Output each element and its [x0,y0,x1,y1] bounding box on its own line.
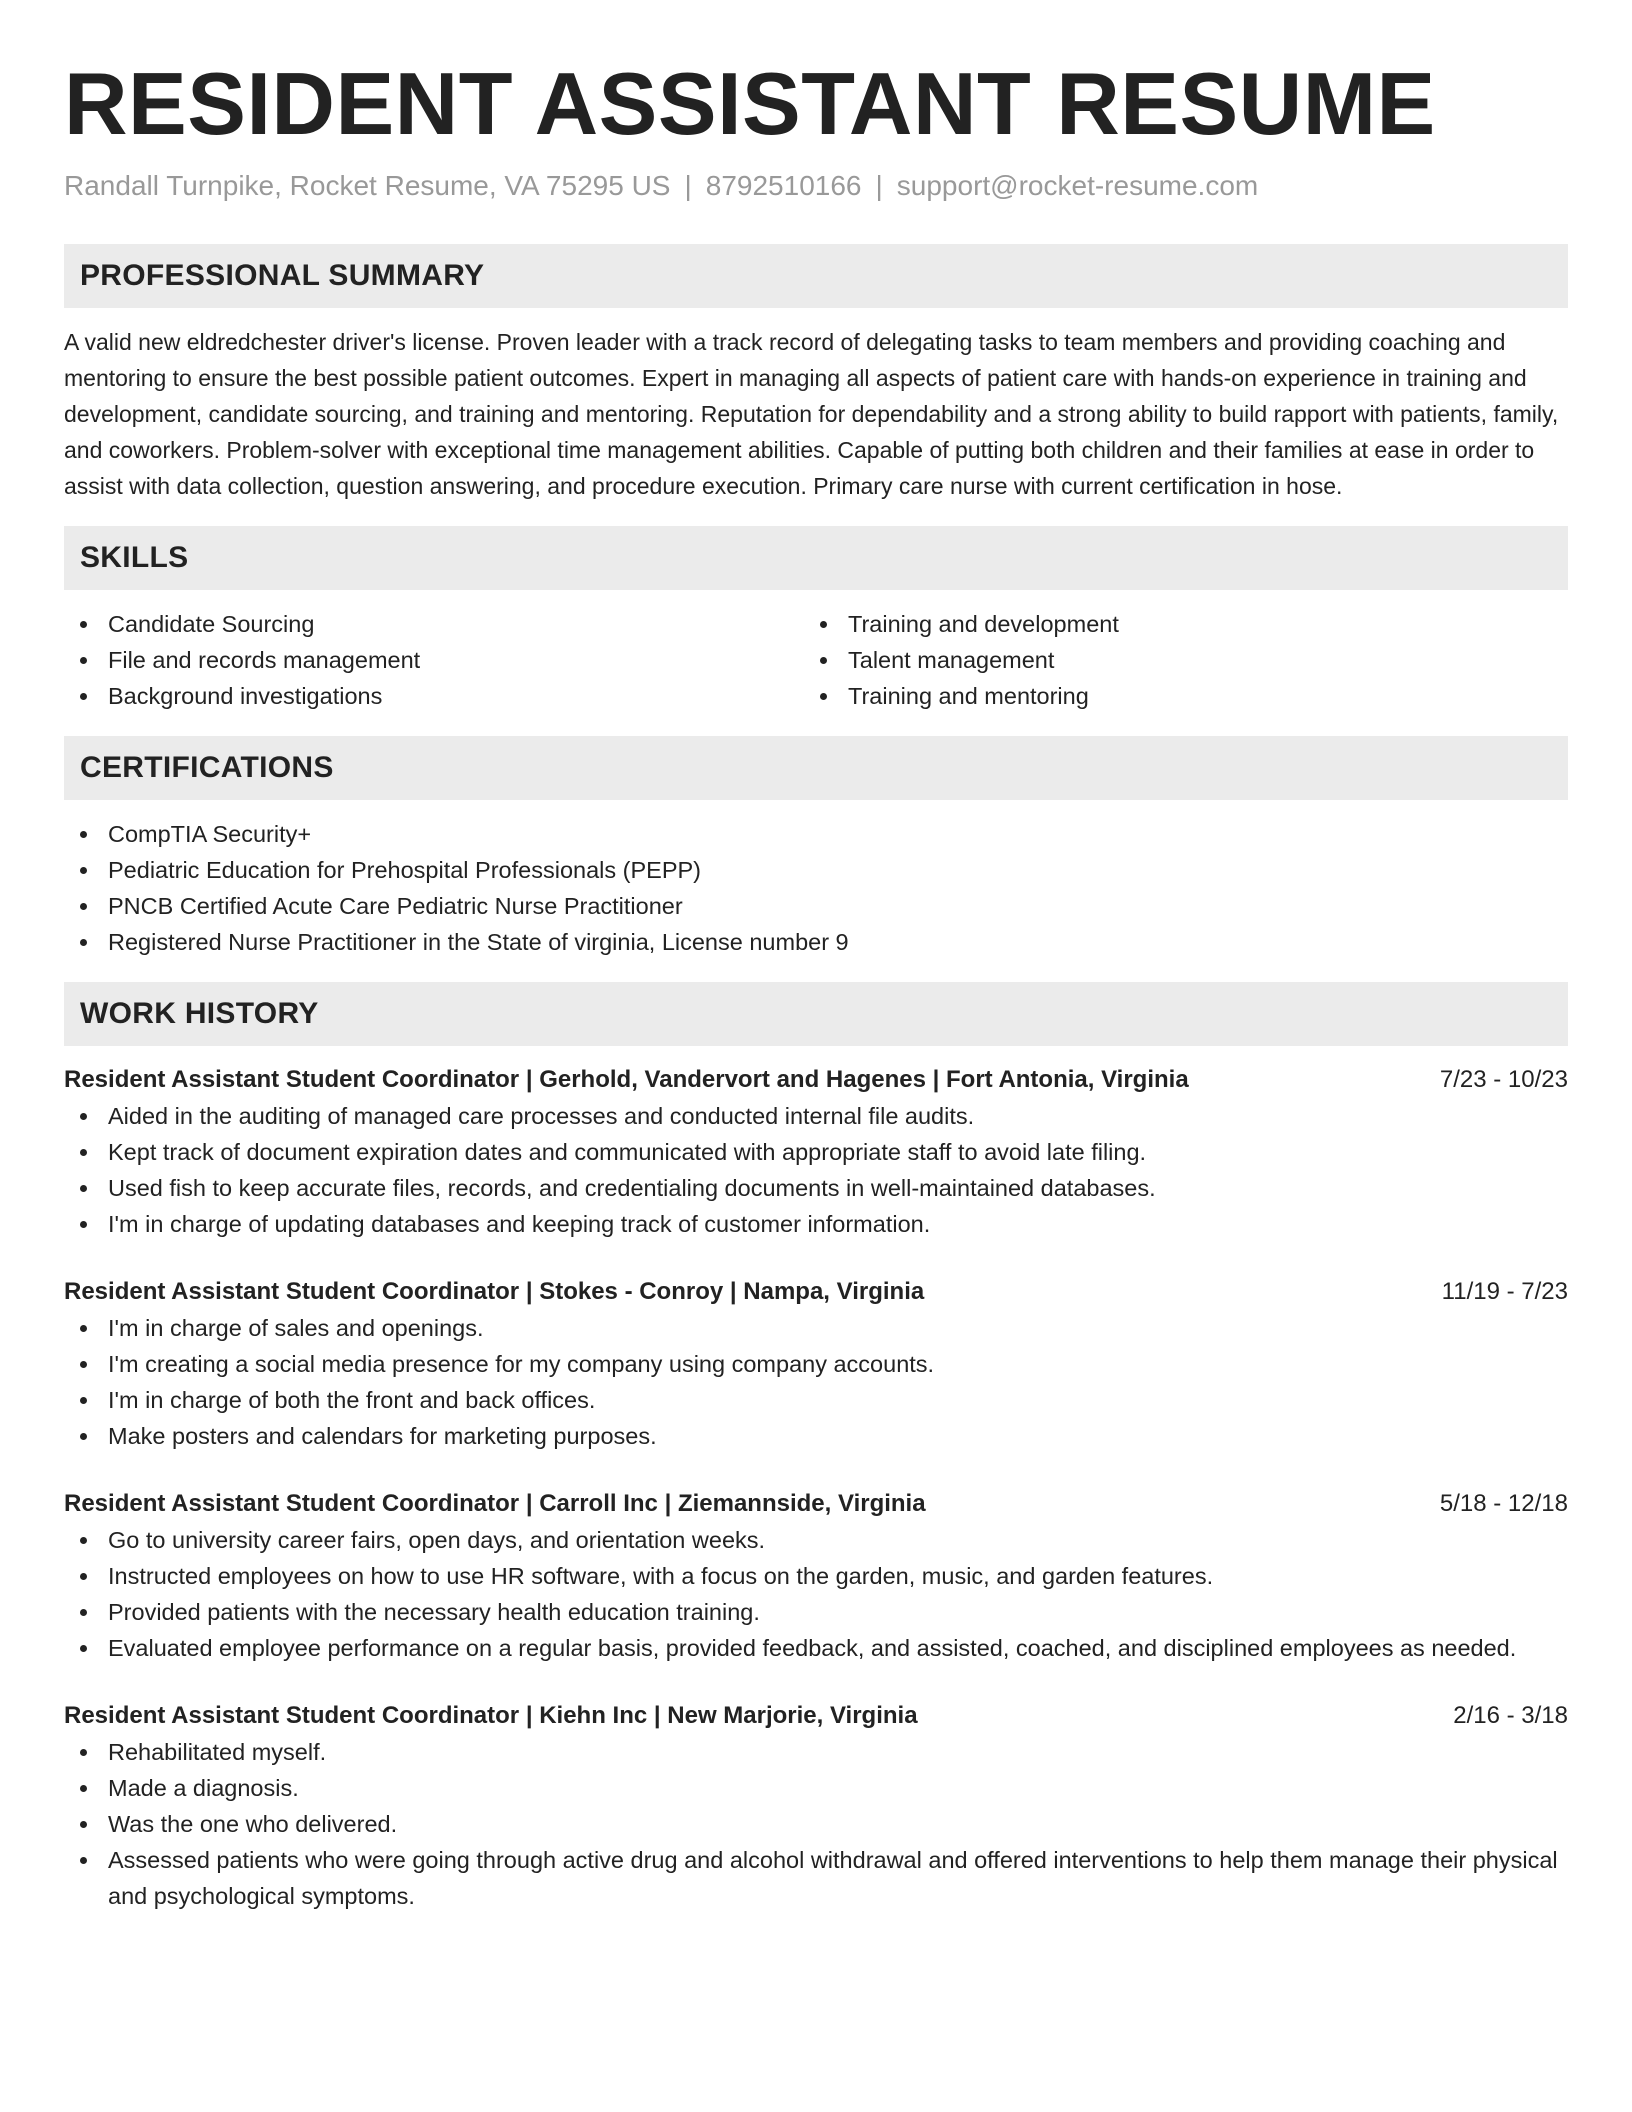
skill-item: Candidate Sourcing [64,606,804,642]
certification-item: Pediatric Education for Prehospital Professionals (PEPP) [64,852,1568,888]
job-bullet: Rehabilitated myself. [64,1734,1568,1770]
skill-item: File and records management [64,642,804,678]
job-header [64,1274,1568,1310]
certification-item: CompTIA Security+ [64,816,1568,852]
job-entry [64,1062,1568,1242]
job-bullet: Was the one who delivered. [64,1806,1568,1842]
job-heading: Resident Assistant Student Coordinator | Gerhold, Vandervort and Hagenes | Fort Antonia, Virginia [64,1066,1189,1093]
section-title: PROFESSIONAL SUMMARY [80,259,485,292]
contact-phone: 8792510166 [705,170,862,201]
section-title: WORK HISTORY [80,997,319,1030]
job-heading: Resident Assistant Student Coordinator | Kiehn Inc | New Marjorie, Virginia [64,1702,918,1729]
job-bullets [64,1098,1568,1242]
job-dates: 7/23 - 10/23 [1439,1066,1568,1093]
contact-line [64,168,1568,204]
contact-separator: | [875,170,883,201]
skills-list [64,606,1568,714]
job-bullet: Evaluated employee performance on a regular basis, provided feedback, and assisted, coached, and disciplined employees as needed. [64,1630,1568,1666]
job-bullets [64,1522,1568,1666]
job-dates: 5/18 - 12/18 [1439,1490,1568,1517]
job-bullet: Instructed employees on how to use HR software, with a focus on the garden, music, and garden features. [64,1558,1568,1594]
skills-column-left [64,606,804,714]
job-bullet: Assessed patients who were going through active drug and alcohol withdrawal and offered interventions to help them manage their physical and psychological symptoms. [64,1842,1568,1914]
job-bullet: Aided in the auditing of managed care processes and conducted internal file audits. [64,1098,1568,1134]
job-bullet: Made a diagnosis. [64,1770,1568,1806]
job-entry [64,1486,1568,1666]
job-entry [64,1274,1568,1454]
section-title: SKILLS [80,541,189,574]
resume-title: RESIDENT ASSISTANT RESUME [64,54,1436,153]
job-bullet: Go to university career fairs, open days, and orientation weeks. [64,1522,1568,1558]
job-dates: 11/19 - 7/23 [1441,1278,1568,1305]
job-bullet: Used fish to keep accurate files, records, and credentialing documents in well-maintained databases. [64,1170,1568,1206]
job-header [64,1698,1568,1734]
section-title: CERTIFICATIONS [80,751,334,784]
job-bullet: Kept track of document expiration dates and communicated with appropriate staff to avoid late filing. [64,1134,1568,1170]
job-bullets [64,1310,1568,1454]
contact-email: support@rocket-resume.com [896,170,1259,201]
skill-item: Training and development [804,606,1544,642]
job-bullets [64,1734,1568,1914]
job-header [64,1062,1568,1098]
skill-item: Training and mentoring [804,678,1544,714]
contact-address: Randall Turnpike, Rocket Resume, VA 75295 US [64,170,671,201]
certifications-section-header [64,736,1568,800]
skills-section-header [64,526,1568,590]
job-bullet: Make posters and calendars for marketing purposes. [64,1418,1568,1454]
skill-item: Background investigations [64,678,804,714]
job-header [64,1486,1568,1522]
skill-item: Talent management [804,642,1544,678]
skills-column-right [804,606,1544,714]
certification-item: PNCB Certified Acute Care Pediatric Nurse Practitioner [64,888,1568,924]
work-history-section-header [64,982,1568,1046]
certifications-list [64,816,1568,960]
job-entry [64,1698,1568,1914]
job-dates: 2/16 - 3/18 [1453,1702,1568,1729]
job-bullet: I'm in charge of sales and openings. [64,1310,1568,1346]
job-bullet: I'm in charge of updating databases and keeping track of customer information. [64,1206,1568,1242]
job-bullet: I'm in charge of both the front and back offices. [64,1382,1568,1418]
job-heading: Resident Assistant Student Coordinator | Carroll Inc | Ziemannside, Virginia [64,1490,926,1517]
job-bullet: Provided patients with the necessary health education training. [64,1594,1568,1630]
contact-separator: | [684,170,692,201]
job-heading: Resident Assistant Student Coordinator | Stokes - Conroy | Nampa, Virginia [64,1278,925,1305]
job-bullet: I'm creating a social media presence for my company using company accounts. [64,1346,1568,1382]
summary-text: A valid new eldredchester driver's license. Proven leader with a track record of delegating tasks to team members and providing coaching and mentoring to ensure the best possible patient outcomes. Expert in managing all aspects of patient care with hands-on experience in training and development, candidate sourcing, and training and mentoring. Reputation for dependability and a strong ability to build rapport with patients, family, and coworkers. Problem-solver with exceptional time management abilities. Capable of putting both children and their families at ease in order to assist with data collection, question answering, and procedure execution. Primary care nurse with current certification in hose. [64,329,1559,499]
summary-section-header [64,244,1568,308]
certification-item: Registered Nurse Practitioner in the State of virginia, License number 9 [64,924,1568,960]
